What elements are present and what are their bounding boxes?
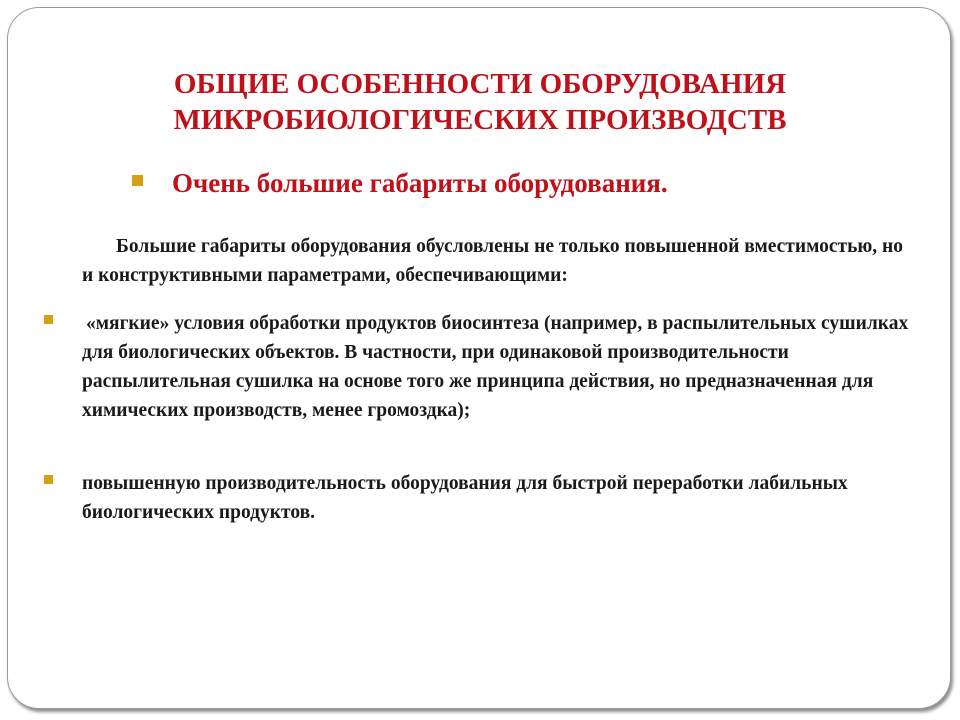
slide-title-line-1: ОБЩИЕ ОСОБЕННОСТИ ОБОРУДОВАНИЯ bbox=[173, 68, 787, 100]
slide-subtitle: Очень большие габариты оборудования. bbox=[172, 168, 668, 198]
square-bullet-icon bbox=[132, 175, 143, 186]
list-item: повышенную производительность оборудования для быстрой переработки лабильных биологических продуктов. bbox=[82, 473, 848, 523]
subtitle-row bbox=[132, 166, 892, 202]
square-bullet-icon bbox=[44, 315, 53, 324]
list-item: «мягкие» условия обработки продуктов биосинтеза (например, в распылительных сушилках для биологических объектов. В частности, при одинаковой производительности распылительная сушилка на основе того же принципа действия, но предназначенная для химических производств, менее громоздка); bbox=[82, 313, 909, 421]
slide-title bbox=[60, 66, 900, 138]
square-bullet-icon bbox=[44, 475, 53, 484]
slide-title-line-2: МИКРОБИОЛОГИЧЕСКИХ ПРОИЗВОДСТВ bbox=[173, 104, 787, 136]
intro-paragraph: Большие габариты оборудования обусловлены не только повышенной вместимостью, но и конструктивными параметрами, обеспечивающими: bbox=[82, 236, 904, 286]
